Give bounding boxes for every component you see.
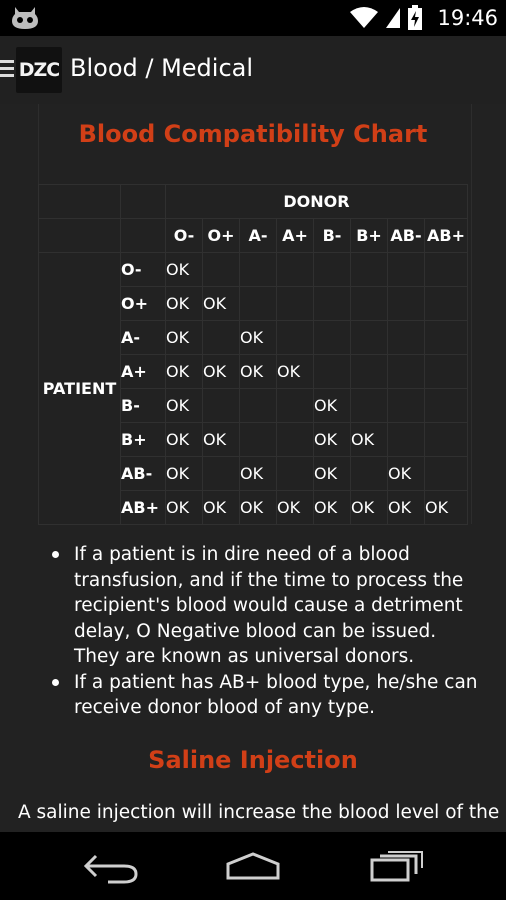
donor-type-header: O+	[203, 219, 240, 253]
compatibility-cell	[388, 287, 425, 321]
compatibility-cell: OK	[203, 423, 240, 457]
compatibility-cell: OK	[277, 355, 314, 389]
compatibility-cell: OK	[277, 491, 314, 525]
patient-type-label: O-	[121, 253, 166, 287]
compatibility-cell: OK	[314, 457, 351, 491]
home-icon[interactable]	[218, 846, 288, 886]
action-bar	[0, 36, 506, 104]
compatibility-cell: OK	[425, 491, 468, 525]
compatibility-cell: OK	[203, 287, 240, 321]
compatibility-cell	[240, 389, 277, 423]
compatibility-cell: OK	[240, 491, 277, 525]
compatibility-cell: OK	[203, 355, 240, 389]
compatibility-cell: OK	[166, 253, 203, 287]
compatibility-cell: OK	[166, 287, 203, 321]
compatibility-cell: OK	[388, 491, 425, 525]
compatibility-cell	[203, 389, 240, 423]
compatibility-cell: OK	[166, 389, 203, 423]
back-icon[interactable]	[78, 846, 148, 886]
compatibility-cell	[351, 355, 388, 389]
compatibility-cell: OK	[166, 355, 203, 389]
compatibility-cell: OK	[351, 423, 388, 457]
compatibility-cell	[314, 287, 351, 321]
compatibility-cell	[240, 287, 277, 321]
cyanogen-robot-icon	[11, 5, 39, 31]
compatibility-cell: OK	[351, 491, 388, 525]
compatibility-cell	[240, 253, 277, 287]
compatibility-cell	[203, 457, 240, 491]
compatibility-cell: OK	[314, 491, 351, 525]
recent-apps-icon[interactable]	[362, 846, 432, 886]
compatibility-cell	[388, 321, 425, 355]
compatibility-cell	[425, 355, 468, 389]
saline-heading: Saline Injection	[148, 746, 358, 774]
compatibility-cell	[351, 389, 388, 423]
compatibility-cell	[425, 457, 468, 491]
compatibility-cell: OK	[166, 457, 203, 491]
wifi-icon	[349, 6, 379, 30]
header-blank-cell	[121, 185, 166, 219]
list-item: If a patient has AB+ blood type, he/she can receive donor blood of any type.	[0, 670, 506, 721]
compatibility-cell	[203, 321, 240, 355]
compatibility-cell	[314, 355, 351, 389]
cell-signal-icon	[385, 6, 401, 30]
donor-type-header: A-	[240, 219, 277, 253]
blood-compatibility-table	[38, 184, 468, 525]
patient-type-label: O+	[121, 287, 166, 321]
table-row	[39, 253, 468, 287]
app-logo-text: DZC	[18, 59, 60, 81]
donor-type-header: O-	[166, 219, 203, 253]
compatibility-cell	[388, 253, 425, 287]
compatibility-cell	[314, 253, 351, 287]
compatibility-cell: OK	[240, 321, 277, 355]
compatibility-cell	[277, 321, 314, 355]
compatibility-cell: OK	[240, 355, 277, 389]
header-blank-cell	[39, 219, 121, 253]
compatibility-cell	[277, 423, 314, 457]
saline-paragraph: A saline injection will increase the blood level of the	[18, 802, 500, 823]
clock: 19:46	[437, 6, 498, 30]
compatibility-cell	[351, 287, 388, 321]
compatibility-cell	[240, 423, 277, 457]
compatibility-cell	[314, 321, 351, 355]
donor-type-header: A+	[277, 219, 314, 253]
chart-title: Blood Compatibility Chart	[78, 120, 428, 148]
compatibility-cell: OK	[314, 423, 351, 457]
compatibility-cell	[425, 321, 468, 355]
app-logo[interactable]	[16, 47, 62, 93]
compatibility-cell	[203, 253, 240, 287]
patient-type-label: AB-	[121, 457, 166, 491]
compatibility-cell	[425, 389, 468, 423]
list-item: If a patient is in dire need of a blood transfusion, and if the time to process the recipient's blood would cause a detriment delay, O Negative blood can be issued. They are known as universal donors.	[0, 542, 506, 670]
patient-type-label: B+	[121, 423, 166, 457]
compatibility-cell	[277, 253, 314, 287]
compatibility-cell: OK	[314, 389, 351, 423]
page-title: Blood / Medical	[70, 54, 254, 82]
compatibility-cell	[277, 457, 314, 491]
patient-type-label: AB+	[121, 491, 166, 525]
compatibility-cell	[388, 355, 425, 389]
header-blank-cell	[39, 185, 121, 219]
donor-type-header: B-	[314, 219, 351, 253]
table-header-row	[39, 185, 468, 219]
compatibility-cell: OK	[388, 457, 425, 491]
menu-icon[interactable]	[0, 58, 14, 80]
compatibility-cell: OK	[166, 491, 203, 525]
compatibility-cell: OK	[203, 491, 240, 525]
donor-types-row	[39, 219, 468, 253]
info-bullet-list	[0, 542, 506, 721]
donor-header: DONOR	[166, 185, 468, 219]
content-area[interactable]	[0, 104, 506, 832]
patient-type-label: A-	[121, 321, 166, 355]
compatibility-cell	[351, 457, 388, 491]
compatibility-cell	[277, 287, 314, 321]
compatibility-cell	[425, 253, 468, 287]
donor-type-header: B+	[351, 219, 388, 253]
compatibility-cell	[351, 321, 388, 355]
compatibility-cell: OK	[240, 457, 277, 491]
status-bar	[0, 0, 506, 36]
compatibility-cell	[388, 389, 425, 423]
status-icons	[349, 0, 498, 36]
donor-type-header: AB-	[388, 219, 425, 253]
header-blank-cell	[121, 219, 166, 253]
compatibility-cell	[425, 287, 468, 321]
compatibility-cell	[351, 253, 388, 287]
compatibility-cell: OK	[166, 423, 203, 457]
battery-charging-icon	[407, 5, 423, 31]
patient-type-label: B-	[121, 389, 166, 423]
patient-type-label: A+	[121, 355, 166, 389]
compatibility-cell	[388, 423, 425, 457]
compatibility-cell	[277, 389, 314, 423]
navigation-bar	[0, 832, 506, 900]
donor-type-header: AB+	[425, 219, 468, 253]
patient-header: PATIENT	[39, 253, 121, 525]
compatibility-cell: OK	[166, 321, 203, 355]
compatibility-cell	[425, 423, 468, 457]
